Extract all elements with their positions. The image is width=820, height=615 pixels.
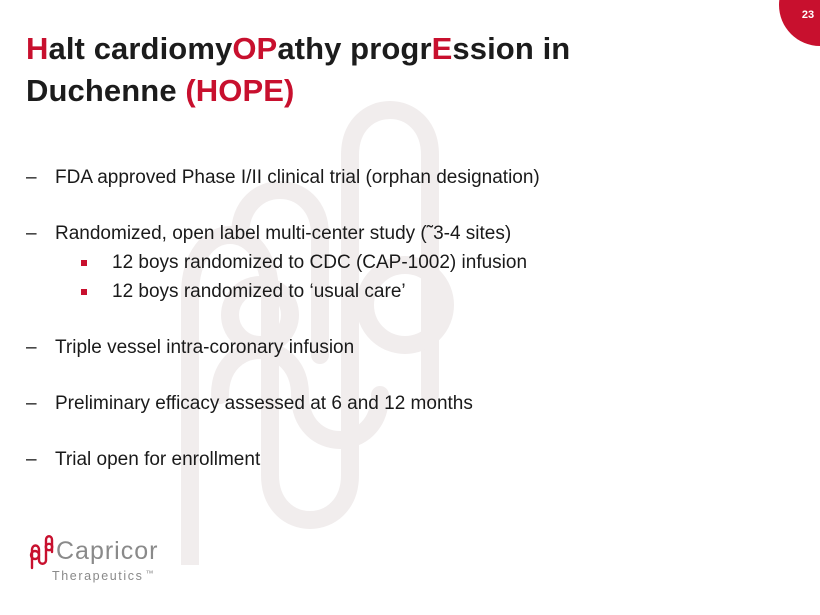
title-part: athy progr	[277, 31, 432, 66]
title-part: (HOPE)	[185, 73, 295, 108]
bullet-list	[26, 166, 786, 472]
sub-bullet-text: 12 boys randomized to ‘usual care’	[112, 281, 406, 302]
logo-tagline-text: Therapeutics	[52, 569, 144, 583]
title-part: OP	[232, 31, 278, 66]
dash-marker: –	[26, 167, 37, 188]
bullet-text: Trial open for enrollment	[55, 449, 261, 470]
bullet-text: FDA approved Phase I/II clinical trial (orphan designation)	[55, 167, 540, 188]
page-number: 23	[801, 9, 815, 21]
bullet-item	[26, 448, 786, 472]
dash-marker: –	[26, 337, 37, 358]
title-part: alt cardiomy	[48, 31, 233, 66]
dash-marker: –	[26, 393, 37, 414]
bullet-item	[26, 166, 786, 190]
dash-marker: –	[26, 449, 37, 470]
slide-title	[26, 28, 726, 112]
capricor-logo-icon	[26, 534, 54, 570]
trademark-symbol: ™	[145, 569, 154, 578]
bullet-item	[26, 392, 786, 416]
logo-tagline	[52, 569, 153, 583]
dash-marker: –	[26, 223, 37, 244]
logo-wordmark: Capricor	[56, 537, 159, 565]
title-part: Duchenne	[26, 73, 186, 108]
title-part: E	[431, 31, 453, 66]
sub-bullet-item	[26, 280, 786, 304]
bullet-text: Randomized, open label multi-center study (˜3-4 sites)	[55, 223, 512, 244]
sub-bullet-text: 12 boys randomized to CDC (CAP-1002) infusion	[112, 252, 528, 273]
page-number-badge	[779, 0, 820, 46]
bullet-text: Preliminary efficacy assessed at 6 and 12 months	[55, 393, 473, 414]
sub-bullet-item	[26, 251, 786, 275]
square-bullet-icon	[81, 260, 87, 266]
bullet-item	[26, 336, 786, 360]
square-bullet-icon	[81, 289, 87, 295]
bullet-text: Triple vessel intra-coronary infusion	[55, 337, 355, 358]
bullet-item	[26, 222, 786, 246]
capricor-logo	[26, 532, 176, 592]
title-part: ssion in	[452, 31, 571, 66]
title-part: H	[26, 31, 49, 66]
